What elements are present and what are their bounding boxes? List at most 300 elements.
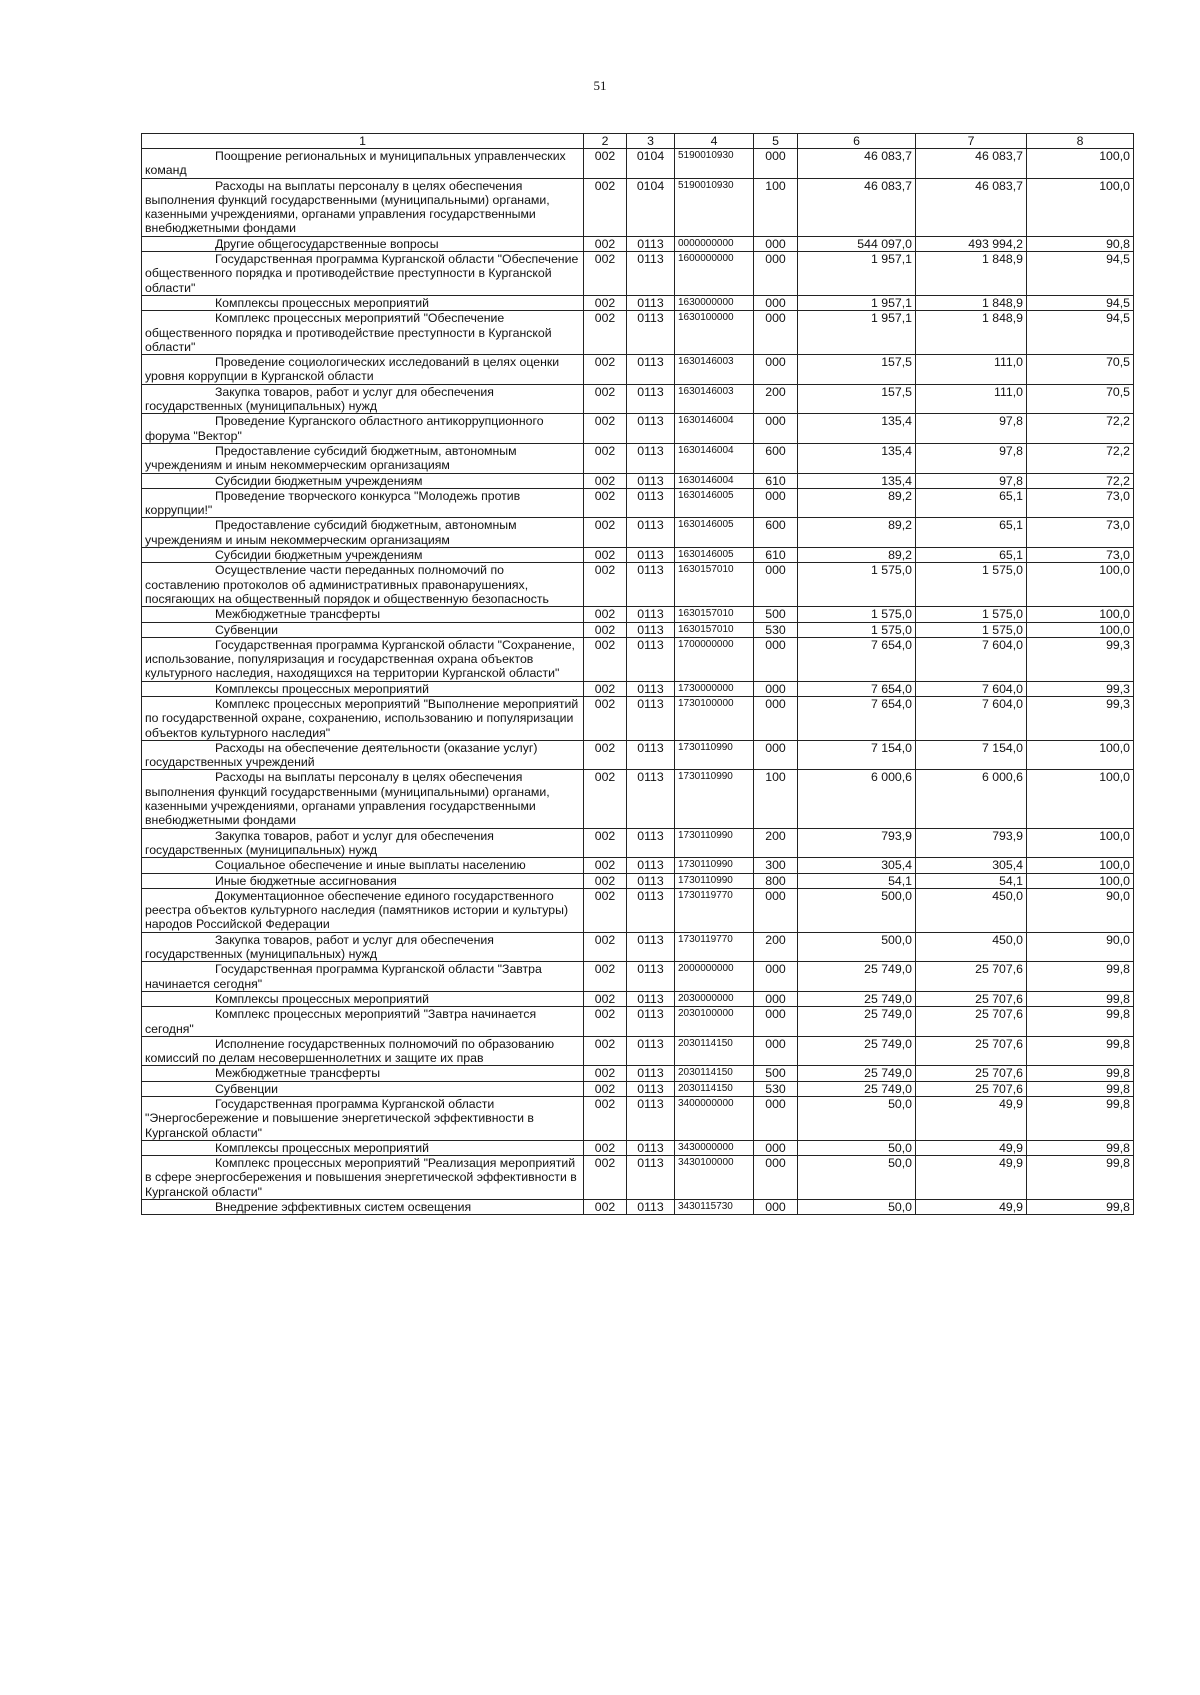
actual-amount: 111,0 (916, 355, 1027, 385)
table-row (142, 622, 1134, 637)
ministry-code: 002 (584, 355, 627, 385)
actual-amount: 49,9 (916, 1156, 1027, 1200)
item-name: Осуществление части переданных полномочий по составлению протоколов об административных правонарушениях, посягающих на общественный порядок и общественную безопасность (142, 563, 584, 607)
section-code: 0113 (627, 888, 675, 932)
planned-amount: 7 654,0 (798, 637, 916, 681)
actual-amount: 450,0 (916, 932, 1027, 962)
item-name: Расходы на выплаты персоналу в целях обеспечения выполнения функций государственными (муниципальными) органами, казенными учреждениями, органами управления государственными внебюджетными фондами (142, 770, 584, 828)
item-name: Государственная программа Курганской области "Обеспечение общественного порядка и противодействие преступности в Курганской области" (142, 252, 584, 296)
execution-percent: 100,0 (1027, 149, 1134, 179)
execution-percent: 100,0 (1027, 873, 1134, 888)
execution-percent: 100,0 (1027, 622, 1134, 637)
planned-amount: 25 749,0 (798, 962, 916, 992)
ministry-code: 002 (584, 563, 627, 607)
item-name: Исполнение государственных полномочий по образованию комиссий по делам несовершеннолетних и защите их прав (142, 1036, 584, 1066)
expense-type-code: 000 (754, 1007, 798, 1037)
target-code: 3430000000 (675, 1140, 754, 1155)
planned-amount: 1 957,1 (798, 252, 916, 296)
execution-percent: 99,8 (1027, 962, 1134, 992)
table-row (142, 740, 1134, 770)
header-cell: 5 (754, 134, 798, 149)
item-name: Закупка товаров, работ и услуг для обеспечения государственных (муниципальных) нужд (142, 384, 584, 414)
expense-type-code: 000 (754, 991, 798, 1006)
section-code: 0113 (627, 488, 675, 518)
target-code: 1630146004 (675, 414, 754, 444)
table-row (142, 888, 1134, 932)
execution-percent: 99,8 (1027, 991, 1134, 1006)
table-row (142, 770, 1134, 828)
expense-type-code: 000 (754, 696, 798, 740)
planned-amount: 25 749,0 (798, 1007, 916, 1037)
actual-amount: 7 604,0 (916, 696, 1027, 740)
item-name: Расходы на выплаты персоналу в целях обеспечения выполнения функций государственными (муниципальными) органами, казенными учреждениями, органами управления государственными внебюджетными фондами (142, 178, 584, 236)
ministry-code: 002 (584, 681, 627, 696)
planned-amount: 7 654,0 (798, 696, 916, 740)
header-cell: 3 (627, 134, 675, 149)
item-name: Субвенции (142, 1081, 584, 1096)
ministry-code: 002 (584, 962, 627, 992)
execution-percent: 99,8 (1027, 1097, 1134, 1141)
actual-amount: 97,8 (916, 414, 1027, 444)
item-name: Внедрение эффективных систем освещения (142, 1200, 584, 1215)
section-code: 0113 (627, 1007, 675, 1037)
ministry-code: 002 (584, 858, 627, 873)
execution-percent: 100,0 (1027, 178, 1134, 236)
table-row (142, 488, 1134, 518)
execution-percent: 100,0 (1027, 740, 1134, 770)
planned-amount: 135,4 (798, 414, 916, 444)
ministry-code: 002 (584, 178, 627, 236)
budget-table (141, 133, 1134, 1215)
target-code: 1630146003 (675, 355, 754, 385)
planned-amount: 135,4 (798, 443, 916, 473)
expense-type-code: 000 (754, 1097, 798, 1141)
planned-amount: 50,0 (798, 1097, 916, 1141)
section-code: 0113 (627, 740, 675, 770)
target-code: 2030114150 (675, 1066, 754, 1081)
planned-amount: 7 654,0 (798, 681, 916, 696)
table-row (142, 236, 1134, 251)
actual-amount: 65,1 (916, 518, 1027, 548)
ministry-code: 002 (584, 252, 627, 296)
ministry-code: 002 (584, 473, 627, 488)
target-code: 3430100000 (675, 1156, 754, 1200)
expense-type-code: 000 (754, 149, 798, 179)
header-row (142, 134, 1134, 149)
expense-type-code: 600 (754, 443, 798, 473)
expense-type-code: 530 (754, 1081, 798, 1096)
section-code: 0113 (627, 1200, 675, 1215)
item-name: Закупка товаров, работ и услуг для обеспечения государственных (муниципальных) нужд (142, 932, 584, 962)
planned-amount: 500,0 (798, 888, 916, 932)
ministry-code: 002 (584, 991, 627, 1006)
planned-amount: 1 575,0 (798, 563, 916, 607)
actual-amount: 493 994,2 (916, 236, 1027, 251)
table-row (142, 178, 1134, 236)
section-code: 0113 (627, 1140, 675, 1155)
execution-percent: 90,8 (1027, 236, 1134, 251)
planned-amount: 544 097,0 (798, 236, 916, 251)
item-name: Документационное обеспечение единого государственного реестра объектов культурного наследия (памятников истории и культуры) народов Российской Федерации (142, 888, 584, 932)
section-code: 0113 (627, 548, 675, 563)
item-name: Социальное обеспечение и иные выплаты населению (142, 858, 584, 873)
item-name: Закупка товаров, работ и услуг для обеспечения государственных (муниципальных) нужд (142, 828, 584, 858)
target-code: 2030114150 (675, 1036, 754, 1066)
execution-percent: 94,5 (1027, 311, 1134, 355)
execution-percent: 70,5 (1027, 384, 1134, 414)
expense-type-code: 600 (754, 518, 798, 548)
ministry-code: 002 (584, 1097, 627, 1141)
actual-amount: 793,9 (916, 828, 1027, 858)
item-name: Государственная программа Курганской области "Завтра начинается сегодня" (142, 962, 584, 992)
expense-type-code: 300 (754, 858, 798, 873)
header-cell: 6 (798, 134, 916, 149)
ministry-code: 002 (584, 1200, 627, 1215)
section-code: 0113 (627, 991, 675, 1006)
section-code: 0113 (627, 696, 675, 740)
execution-percent: 73,0 (1027, 518, 1134, 548)
expense-type-code: 000 (754, 355, 798, 385)
planned-amount: 157,5 (798, 355, 916, 385)
table-row (142, 962, 1134, 992)
expense-type-code: 000 (754, 1156, 798, 1200)
expense-type-code: 530 (754, 622, 798, 637)
table-row (142, 548, 1134, 563)
actual-amount: 7 604,0 (916, 637, 1027, 681)
execution-percent: 90,0 (1027, 888, 1134, 932)
section-code: 0113 (627, 1081, 675, 1096)
actual-amount: 7 154,0 (916, 740, 1027, 770)
section-code: 0113 (627, 681, 675, 696)
ministry-code: 002 (584, 236, 627, 251)
planned-amount: 305,4 (798, 858, 916, 873)
actual-amount: 46 083,7 (916, 149, 1027, 179)
section-code: 0113 (627, 932, 675, 962)
planned-amount: 1 957,1 (798, 295, 916, 310)
expense-type-code: 000 (754, 295, 798, 310)
target-code: 3430115730 (675, 1200, 754, 1215)
ministry-code: 002 (584, 1036, 627, 1066)
actual-amount: 1 575,0 (916, 607, 1027, 622)
planned-amount: 793,9 (798, 828, 916, 858)
target-code: 1730119770 (675, 932, 754, 962)
target-code: 1730110990 (675, 858, 754, 873)
table-row (142, 1156, 1134, 1200)
item-name: Комплекс процессных мероприятий "Реализация мероприятий в сфере энергосбережения и повышения энергетической эффективности в Курганской области" (142, 1156, 584, 1200)
table-row (142, 443, 1134, 473)
ministry-code: 002 (584, 932, 627, 962)
actual-amount: 25 707,6 (916, 1066, 1027, 1081)
actual-amount: 1 575,0 (916, 563, 1027, 607)
execution-percent: 72,2 (1027, 443, 1134, 473)
execution-percent: 70,5 (1027, 355, 1134, 385)
expense-type-code: 100 (754, 770, 798, 828)
section-code: 0113 (627, 295, 675, 310)
expense-type-code: 200 (754, 932, 798, 962)
planned-amount: 25 749,0 (798, 1081, 916, 1096)
ministry-code: 002 (584, 488, 627, 518)
planned-amount: 7 154,0 (798, 740, 916, 770)
planned-amount: 46 083,7 (798, 149, 916, 179)
table-row (142, 518, 1134, 548)
target-code: 1730110990 (675, 770, 754, 828)
table-row (142, 295, 1134, 310)
expense-type-code: 000 (754, 681, 798, 696)
target-code: 1630157010 (675, 607, 754, 622)
execution-percent: 99,8 (1027, 1066, 1134, 1081)
actual-amount: 305,4 (916, 858, 1027, 873)
target-code: 1730119770 (675, 888, 754, 932)
target-code: 1730110990 (675, 828, 754, 858)
planned-amount: 1 575,0 (798, 607, 916, 622)
actual-amount: 25 707,6 (916, 1007, 1027, 1037)
item-name: Другие общегосударственные вопросы (142, 236, 584, 251)
header-cell: 1 (142, 134, 584, 149)
table-row (142, 1097, 1134, 1141)
target-code: 2030114150 (675, 1081, 754, 1096)
execution-percent: 100,0 (1027, 858, 1134, 873)
target-code: 1630000000 (675, 295, 754, 310)
ministry-code: 002 (584, 295, 627, 310)
target-code: 1630146005 (675, 488, 754, 518)
planned-amount: 1 575,0 (798, 622, 916, 637)
item-name: Предоставление субсидий бюджетным, автономным учреждениям и иным некоммерческим организациям (142, 443, 584, 473)
ministry-code: 002 (584, 311, 627, 355)
execution-percent: 73,0 (1027, 488, 1134, 518)
section-code: 0113 (627, 828, 675, 858)
table-row (142, 637, 1134, 681)
table-row (142, 1007, 1134, 1037)
table-row (142, 696, 1134, 740)
planned-amount: 50,0 (798, 1156, 916, 1200)
item-name: Комплекс процессных мероприятий "Обеспечение общественного порядка и противодействие преступности в Курганской области" (142, 311, 584, 355)
actual-amount: 25 707,6 (916, 962, 1027, 992)
actual-amount: 46 083,7 (916, 178, 1027, 236)
item-name: Проведение социологических исследований в целях оценки уровня коррупции в Курганской области (142, 355, 584, 385)
table-row (142, 873, 1134, 888)
table-row (142, 932, 1134, 962)
expense-type-code: 000 (754, 637, 798, 681)
expense-type-code: 000 (754, 1036, 798, 1066)
section-code: 0113 (627, 637, 675, 681)
target-code: 1630157010 (675, 563, 754, 607)
execution-percent: 94,5 (1027, 252, 1134, 296)
table-row (142, 858, 1134, 873)
execution-percent: 72,2 (1027, 414, 1134, 444)
ministry-code: 002 (584, 770, 627, 828)
execution-percent: 94,5 (1027, 295, 1134, 310)
expense-type-code: 000 (754, 962, 798, 992)
execution-percent: 99,8 (1027, 1200, 1134, 1215)
execution-percent: 100,0 (1027, 770, 1134, 828)
actual-amount: 49,9 (916, 1140, 1027, 1155)
target-code: 2030100000 (675, 1007, 754, 1037)
expense-type-code: 000 (754, 414, 798, 444)
ministry-code: 002 (584, 828, 627, 858)
table-row (142, 384, 1134, 414)
expense-type-code: 000 (754, 1140, 798, 1155)
execution-percent: 99,8 (1027, 1007, 1134, 1037)
execution-percent: 100,0 (1027, 607, 1134, 622)
target-code: 1630146003 (675, 384, 754, 414)
expense-type-code: 000 (754, 740, 798, 770)
planned-amount: 25 749,0 (798, 991, 916, 1006)
planned-amount: 50,0 (798, 1200, 916, 1215)
section-code: 0113 (627, 858, 675, 873)
planned-amount: 54,1 (798, 873, 916, 888)
actual-amount: 65,1 (916, 548, 1027, 563)
item-name: Проведение Курганского областного антикоррупционного форума "Вектор" (142, 414, 584, 444)
expense-type-code: 000 (754, 888, 798, 932)
actual-amount: 1 848,9 (916, 295, 1027, 310)
expense-type-code: 610 (754, 548, 798, 563)
ministry-code: 002 (584, 637, 627, 681)
planned-amount: 89,2 (798, 548, 916, 563)
table-row (142, 252, 1134, 296)
item-name: Комплексы процессных мероприятий (142, 991, 584, 1006)
section-code: 0113 (627, 1097, 675, 1141)
target-code: 2000000000 (675, 962, 754, 992)
target-code: 1630100000 (675, 311, 754, 355)
actual-amount: 65,1 (916, 488, 1027, 518)
table-row (142, 1140, 1134, 1155)
execution-percent: 100,0 (1027, 828, 1134, 858)
table-row (142, 828, 1134, 858)
target-code: 1700000000 (675, 637, 754, 681)
actual-amount: 450,0 (916, 888, 1027, 932)
execution-percent: 90,0 (1027, 932, 1134, 962)
target-code: 3400000000 (675, 1097, 754, 1141)
item-name: Комплексы процессных мероприятий (142, 1140, 584, 1155)
expense-type-code: 200 (754, 828, 798, 858)
execution-percent: 99,3 (1027, 696, 1134, 740)
planned-amount: 89,2 (798, 518, 916, 548)
section-code: 0113 (627, 252, 675, 296)
header-cell: 7 (916, 134, 1027, 149)
planned-amount: 500,0 (798, 932, 916, 962)
target-code: 1730100000 (675, 696, 754, 740)
actual-amount: 97,8 (916, 473, 1027, 488)
table-row (142, 563, 1134, 607)
ministry-code: 002 (584, 1066, 627, 1081)
item-name: Комплексы процессных мероприятий (142, 295, 584, 310)
planned-amount: 25 749,0 (798, 1036, 916, 1066)
execution-percent: 99,8 (1027, 1140, 1134, 1155)
table-row (142, 1066, 1134, 1081)
expense-type-code: 500 (754, 607, 798, 622)
actual-amount: 54,1 (916, 873, 1027, 888)
actual-amount: 7 604,0 (916, 681, 1027, 696)
section-code: 0104 (627, 149, 675, 179)
actual-amount: 1 848,9 (916, 252, 1027, 296)
ministry-code: 002 (584, 414, 627, 444)
section-code: 0113 (627, 1066, 675, 1081)
table-row (142, 414, 1134, 444)
ministry-code: 002 (584, 1140, 627, 1155)
section-code: 0113 (627, 355, 675, 385)
item-name: Комплекс процессных мероприятий "Выполнение мероприятий по государственной охране, сохранению, использованию и популяризации объектов культурного наследия" (142, 696, 584, 740)
target-code: 1730110990 (675, 873, 754, 888)
target-code: 1730110990 (675, 740, 754, 770)
section-code: 0113 (627, 622, 675, 637)
expense-type-code: 000 (754, 1200, 798, 1215)
planned-amount: 1 957,1 (798, 311, 916, 355)
planned-amount: 50,0 (798, 1140, 916, 1155)
section-code: 0113 (627, 473, 675, 488)
item-name: Комплекс процессных мероприятий "Завтра начинается сегодня" (142, 1007, 584, 1037)
item-name: Межбюджетные трансферты (142, 607, 584, 622)
ministry-code: 002 (584, 518, 627, 548)
planned-amount: 6 000,6 (798, 770, 916, 828)
ministry-code: 002 (584, 149, 627, 179)
execution-percent: 72,2 (1027, 473, 1134, 488)
header-cell: 2 (584, 134, 627, 149)
expense-type-code: 610 (754, 473, 798, 488)
section-code: 0113 (627, 1156, 675, 1200)
item-name: Иные бюджетные ассигнования (142, 873, 584, 888)
execution-percent: 99,3 (1027, 637, 1134, 681)
planned-amount: 46 083,7 (798, 178, 916, 236)
section-code: 0113 (627, 607, 675, 622)
planned-amount: 25 749,0 (798, 1066, 916, 1081)
section-code: 0113 (627, 443, 675, 473)
target-code: 1630157010 (675, 622, 754, 637)
item-name: Поощрение региональных и муниципальных управленческих команд (142, 149, 584, 179)
target-code: 1600000000 (675, 252, 754, 296)
page-number: 51 (593, 78, 607, 93)
execution-percent: 99,8 (1027, 1036, 1134, 1066)
table-row (142, 681, 1134, 696)
execution-percent: 73,0 (1027, 548, 1134, 563)
planned-amount: 135,4 (798, 473, 916, 488)
table-row (142, 473, 1134, 488)
execution-percent: 99,8 (1027, 1081, 1134, 1096)
actual-amount: 49,9 (916, 1097, 1027, 1141)
planned-amount: 89,2 (798, 488, 916, 518)
section-code: 0113 (627, 962, 675, 992)
item-name: Расходы на обеспечение деятельности (оказание услуг) государственных учреждений (142, 740, 584, 770)
table-row (142, 311, 1134, 355)
section-code: 0113 (627, 518, 675, 548)
ministry-code: 002 (584, 622, 627, 637)
header-cell: 8 (1027, 134, 1134, 149)
section-code: 0104 (627, 178, 675, 236)
execution-percent: 99,3 (1027, 681, 1134, 696)
table-row (142, 149, 1134, 179)
table-row (142, 355, 1134, 385)
ministry-code: 002 (584, 1081, 627, 1096)
expense-type-code: 800 (754, 873, 798, 888)
item-name: Комплексы процессных мероприятий (142, 681, 584, 696)
expense-type-code: 200 (754, 384, 798, 414)
section-code: 0113 (627, 563, 675, 607)
target-code: 1630146005 (675, 518, 754, 548)
actual-amount: 1 575,0 (916, 622, 1027, 637)
table-row (142, 607, 1134, 622)
execution-percent: 99,8 (1027, 1156, 1134, 1200)
expense-type-code: 000 (754, 563, 798, 607)
expense-type-code: 500 (754, 1066, 798, 1081)
actual-amount: 1 848,9 (916, 311, 1027, 355)
section-code: 0113 (627, 1036, 675, 1066)
table-row (142, 991, 1134, 1006)
item-name: Предоставление субсидий бюджетным, автономным учреждениям и иным некоммерческим организациям (142, 518, 584, 548)
target-code: 2030000000 (675, 991, 754, 1006)
target-code: 1630146005 (675, 548, 754, 563)
ministry-code: 002 (584, 443, 627, 473)
actual-amount: 25 707,6 (916, 1036, 1027, 1066)
actual-amount: 25 707,6 (916, 991, 1027, 1006)
